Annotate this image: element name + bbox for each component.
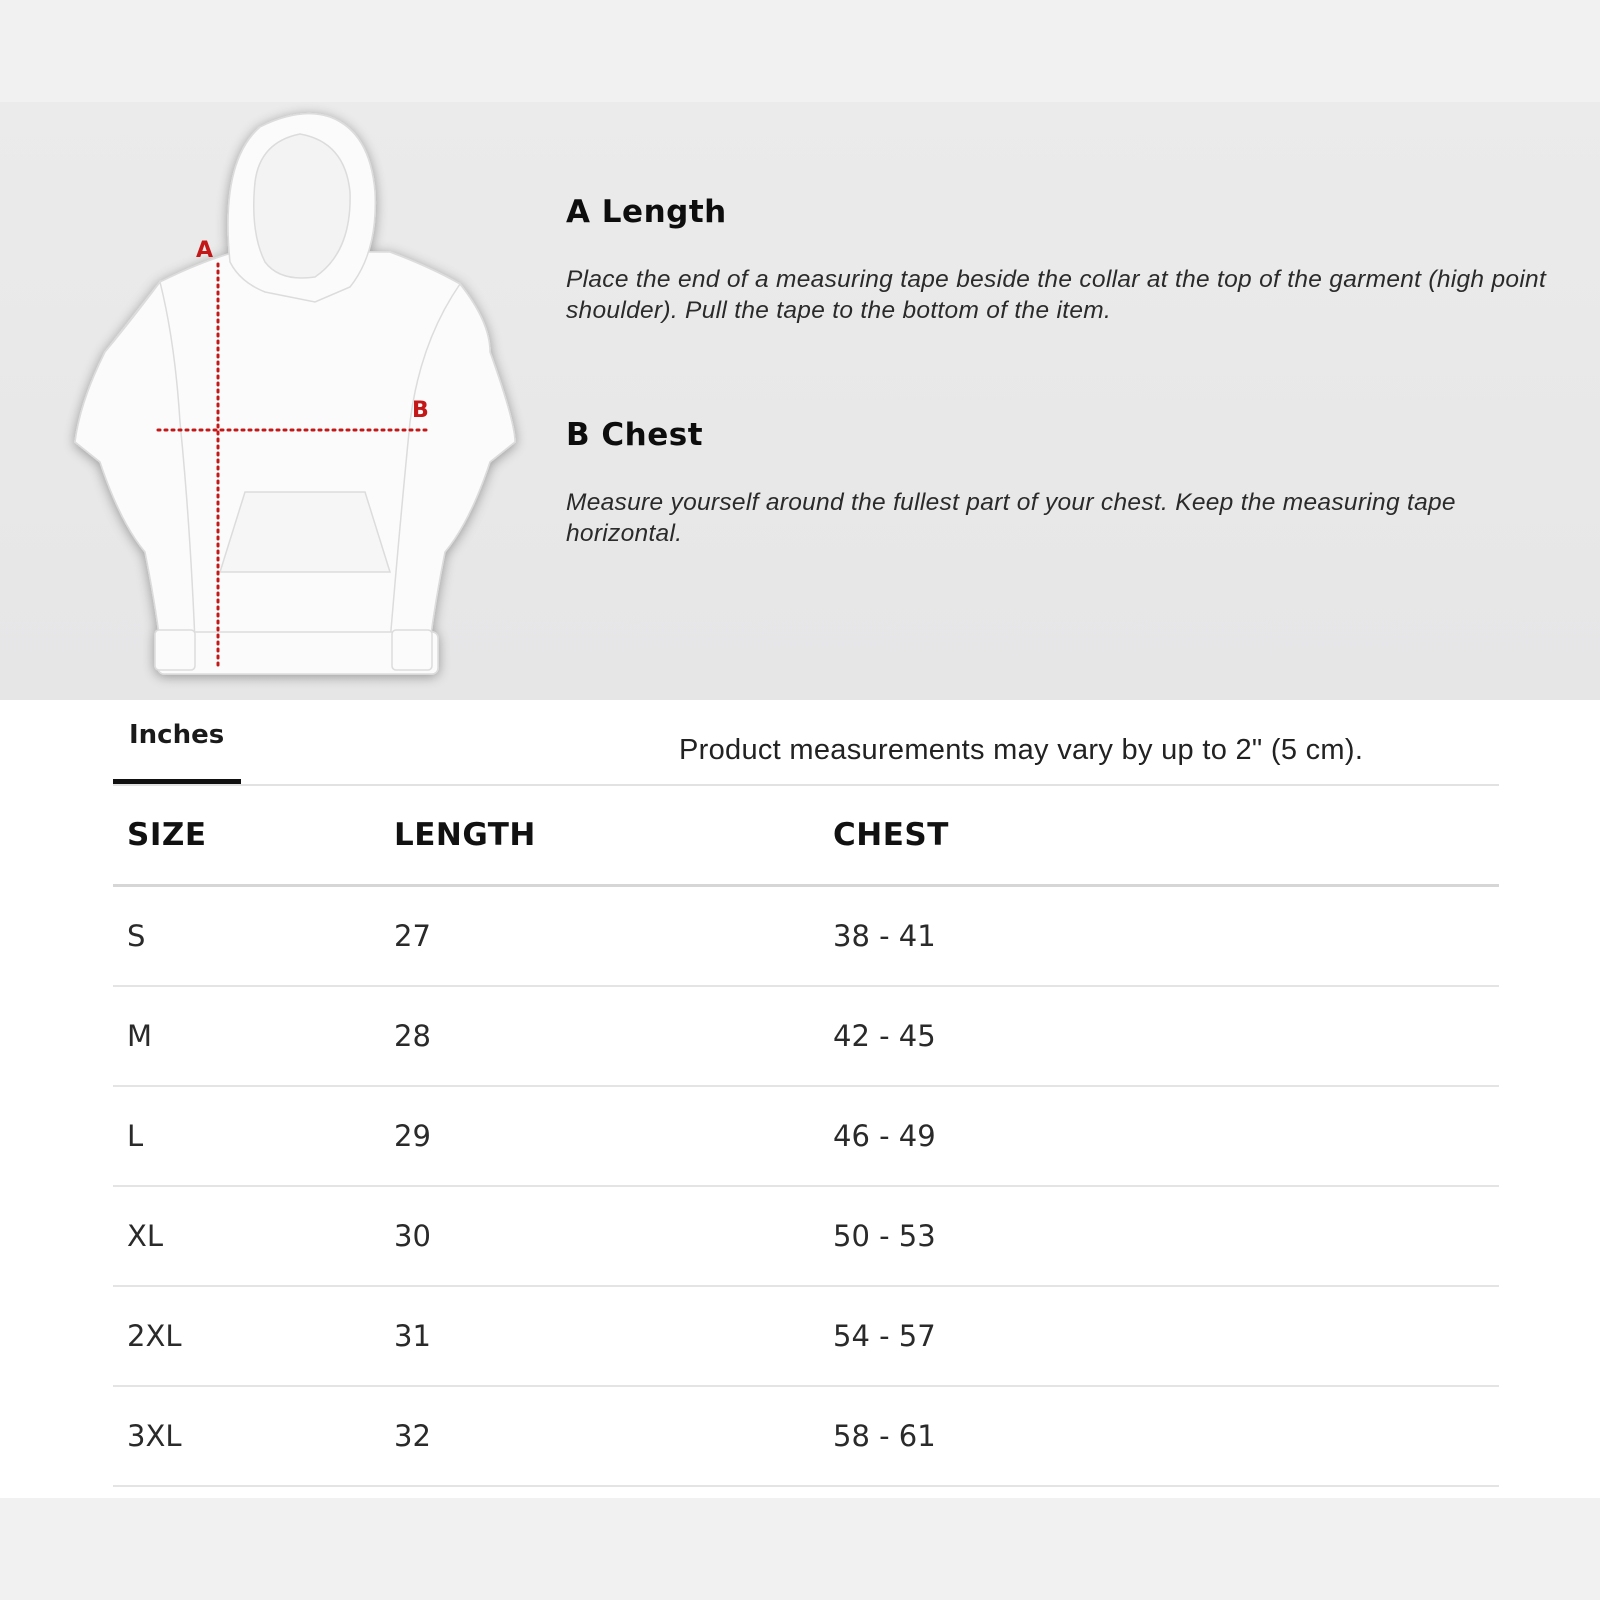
cell-chest: 50 - 53 — [819, 1186, 1499, 1286]
cell-size: 2XL — [113, 1286, 380, 1386]
header-chest: CHEST — [819, 786, 1499, 886]
table-row — [113, 1286, 1499, 1386]
cell-size: M — [113, 986, 380, 1086]
chest-measurement-section — [566, 417, 1566, 549]
cell-chest: 38 - 41 — [819, 886, 1499, 987]
cell-chest: 54 - 57 — [819, 1286, 1499, 1386]
table-row — [113, 886, 1499, 987]
cell-size: XL — [113, 1186, 380, 1286]
chest-description: Measure yourself around the fullest part of your chest. Keep the measuring tape horizontal. — [566, 489, 1456, 547]
cell-size: 3XL — [113, 1386, 380, 1486]
length-heading: A Length — [566, 194, 727, 230]
tab-inches-label: Inches — [129, 720, 225, 750]
header-size: SIZE — [113, 786, 380, 886]
table-row — [113, 1386, 1499, 1486]
length-description: Place the end of a measuring tape beside the collar at the top of the garment (high point shoulder). Pull the tape to the bottom of the item. — [566, 266, 1547, 324]
header-length: LENGTH — [380, 786, 819, 886]
length-measurement-section — [566, 194, 1566, 326]
measurement-guide-panel — [0, 102, 1600, 700]
size-chart-table — [113, 786, 1499, 1487]
cell-chest: 46 - 49 — [819, 1086, 1499, 1186]
table-row — [113, 986, 1499, 1086]
cell-length: 29 — [380, 1086, 819, 1186]
measurement-variance-note: Product measurements may vary by up to 2" (5 cm). — [679, 734, 1364, 766]
cell-length: 32 — [380, 1386, 819, 1486]
hoodie-illustration — [60, 102, 540, 700]
marker-b-label: B — [412, 398, 429, 423]
marker-a-label: A — [196, 238, 214, 263]
cell-chest: 42 - 45 — [819, 986, 1499, 1086]
chest-heading: B Chest — [566, 417, 704, 453]
table-header-row — [113, 786, 1499, 886]
cell-chest: 58 - 61 — [819, 1386, 1499, 1486]
cell-size: S — [113, 886, 380, 987]
table-row — [113, 1186, 1499, 1286]
cell-length: 30 — [380, 1186, 819, 1286]
table-row — [113, 1086, 1499, 1186]
tab-inches[interactable] — [113, 700, 241, 784]
size-table-panel — [0, 700, 1600, 1498]
cell-length: 27 — [380, 886, 819, 987]
cell-size: L — [113, 1086, 380, 1186]
cell-length: 31 — [380, 1286, 819, 1386]
cell-length: 28 — [380, 986, 819, 1086]
